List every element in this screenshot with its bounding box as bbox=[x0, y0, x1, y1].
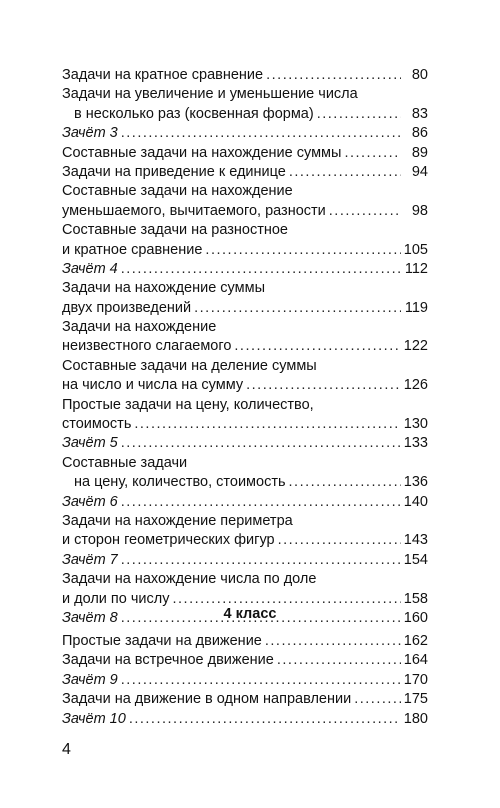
dot-leader bbox=[317, 105, 401, 124]
toc-entry-title: Задачи на нахождение bbox=[62, 319, 217, 336]
toc-entry bbox=[62, 357, 428, 396]
toc-entry-line-with-page bbox=[62, 651, 428, 670]
dot-leader bbox=[344, 144, 401, 163]
dot-leader bbox=[278, 531, 401, 550]
toc-entry-title: Зачёт 6 bbox=[62, 493, 118, 510]
toc-entry bbox=[62, 260, 428, 279]
toc-entry bbox=[62, 570, 428, 609]
toc-entry-line bbox=[62, 279, 428, 298]
toc-entry bbox=[62, 632, 428, 651]
toc-entry-title: Задачи на движение в одном направлении bbox=[62, 691, 352, 708]
toc-page-number: 80 bbox=[411, 67, 428, 83]
toc-entry bbox=[62, 85, 428, 124]
toc-page-number: 130 bbox=[403, 416, 428, 433]
toc-entry-line-with-page bbox=[62, 632, 428, 651]
toc-entry-title: Зачёт 10 bbox=[62, 710, 126, 727]
toc-page-number: 105 bbox=[403, 241, 428, 258]
toc-page-number: 98 bbox=[411, 202, 428, 219]
toc-page-number: 180 bbox=[403, 710, 428, 727]
toc-entry bbox=[62, 493, 428, 512]
toc-entry-title: Задачи на нахождение числа по доле bbox=[62, 571, 317, 588]
toc-entry bbox=[62, 710, 428, 729]
toc-page-number: 140 bbox=[403, 493, 428, 510]
dot-leader bbox=[121, 493, 401, 512]
toc-entry-line-with-page bbox=[62, 690, 428, 709]
toc-page-number: 89 bbox=[411, 144, 428, 161]
toc-entry-title: Составные задачи на деление суммы bbox=[62, 357, 317, 374]
toc-entry-title: в несколько раз (косвенная форма) bbox=[74, 105, 314, 122]
toc-entry bbox=[62, 279, 428, 318]
toc-page-number: 170 bbox=[403, 671, 428, 688]
toc-entry bbox=[62, 512, 428, 551]
toc-entry bbox=[62, 551, 428, 570]
toc-entry-line-with-page bbox=[62, 415, 428, 434]
dot-leader bbox=[121, 671, 401, 690]
toc-entry-title: и доли по числу bbox=[62, 590, 170, 607]
toc-entry-line-with-page bbox=[62, 260, 428, 279]
toc-entry-line bbox=[62, 357, 428, 376]
dot-leader bbox=[134, 415, 400, 434]
toc-entry-title: на число и числа на сумму bbox=[62, 377, 244, 394]
toc-entry-line-with-page bbox=[62, 144, 428, 163]
toc-entry-line bbox=[62, 318, 428, 337]
toc-entry-line-with-page bbox=[62, 66, 428, 85]
toc-entry-title: Зачёт 5 bbox=[62, 435, 118, 452]
toc-entry bbox=[62, 163, 428, 182]
section-title: 4 класс bbox=[223, 606, 277, 622]
toc-entry-title: и сторон геометрических фигур bbox=[62, 532, 275, 549]
toc-entry-title: Зачёт 4 bbox=[62, 260, 118, 277]
toc-entry-line-with-page bbox=[62, 163, 428, 182]
toc-entry-line-with-page bbox=[62, 493, 428, 512]
dot-leader bbox=[289, 163, 401, 182]
toc-entry bbox=[62, 66, 428, 85]
toc-entry-title: Задачи на увеличение и уменьшение числа bbox=[62, 86, 358, 103]
dot-leader bbox=[121, 551, 401, 570]
toc-entry-title: Зачёт 7 bbox=[62, 551, 118, 568]
toc-entry-title: Простые задачи на движение bbox=[62, 633, 262, 649]
toc-section-4-class bbox=[62, 632, 428, 729]
toc-page-number: 143 bbox=[403, 532, 428, 549]
toc-entry bbox=[62, 182, 428, 221]
dot-leader bbox=[354, 690, 401, 709]
toc-entry bbox=[62, 318, 428, 357]
toc-entry-title: Составные задачи на нахождение суммы bbox=[62, 144, 342, 161]
toc-entry bbox=[62, 221, 428, 260]
dot-leader bbox=[194, 299, 401, 318]
toc-entry-title: Задачи на приведение к единице bbox=[62, 163, 286, 180]
toc-page-number: 126 bbox=[403, 377, 428, 394]
toc-section-3-class bbox=[62, 66, 428, 628]
toc-entry-line-with-page bbox=[62, 202, 428, 221]
dot-leader bbox=[246, 376, 401, 395]
dot-leader bbox=[129, 710, 401, 729]
toc-entry-line-with-page bbox=[62, 473, 428, 492]
toc-entry-line-with-page bbox=[62, 337, 428, 356]
toc-entry-line-with-page bbox=[62, 710, 428, 729]
toc-entry-title: уменьшаемого, вычитаемого, разности bbox=[62, 202, 326, 219]
dot-leader bbox=[266, 66, 401, 85]
toc-entry-title: Составные задачи bbox=[62, 454, 188, 471]
toc-entry bbox=[62, 434, 428, 453]
toc-entry-title: Зачёт 3 bbox=[62, 125, 118, 142]
toc-entry bbox=[62, 144, 428, 163]
toc-entry-line-with-page bbox=[62, 124, 428, 143]
toc-entry-title: Задачи на нахождение суммы bbox=[62, 280, 265, 297]
toc-page-number: 158 bbox=[403, 590, 428, 607]
dot-leader bbox=[289, 473, 401, 492]
toc-entry-line-with-page bbox=[62, 299, 428, 318]
toc-entry-line-with-page bbox=[62, 434, 428, 453]
toc-page-number: 136 bbox=[403, 474, 428, 491]
toc-entry-line bbox=[62, 396, 428, 415]
toc-page-number: 122 bbox=[403, 338, 428, 355]
toc-page-number: 175 bbox=[403, 691, 428, 708]
toc-entry-title: стоимость bbox=[62, 416, 132, 433]
toc-entry bbox=[62, 454, 428, 493]
dot-leader bbox=[265, 632, 401, 651]
toc-entry-title: на цену, количество, стоимость bbox=[74, 474, 286, 491]
toc-page-number: 83 bbox=[411, 105, 428, 122]
toc-entry-title: Простые задачи на цену, количество, bbox=[62, 396, 314, 413]
toc-entry-line bbox=[62, 570, 428, 589]
toc-entry-line bbox=[62, 221, 428, 240]
dot-leader bbox=[277, 651, 401, 670]
toc-entry-line bbox=[62, 85, 428, 104]
toc-entry-line-with-page bbox=[62, 105, 428, 124]
toc-entry-title: Зачёт 8 bbox=[62, 609, 118, 626]
toc-entry bbox=[62, 690, 428, 709]
toc-entry bbox=[62, 651, 428, 670]
toc-entry-line bbox=[62, 454, 428, 473]
toc-entry-title: двух произведений bbox=[62, 299, 192, 316]
toc-page-number: 162 bbox=[403, 633, 428, 649]
toc-entry-line-with-page bbox=[62, 376, 428, 395]
toc-entry-title: Задачи на нахождение периметра bbox=[62, 512, 293, 529]
toc-entry-title: Задачи на кратное сравнение bbox=[62, 67, 264, 83]
toc-entry-line-with-page bbox=[62, 551, 428, 570]
toc-page-number: 133 bbox=[403, 435, 428, 452]
toc-page-number: 164 bbox=[403, 652, 428, 669]
dot-leader bbox=[121, 434, 401, 453]
page-number: 4 bbox=[62, 741, 71, 758]
toc-page-number: 160 bbox=[403, 609, 428, 626]
toc-entry-line-with-page bbox=[62, 671, 428, 690]
toc-entry-line bbox=[62, 182, 428, 201]
toc-entry-line bbox=[62, 512, 428, 531]
toc-entry bbox=[62, 671, 428, 690]
toc-entry-title: Составные задачи на нахождение bbox=[62, 183, 293, 200]
toc-entry-line-with-page bbox=[62, 531, 428, 550]
dot-leader bbox=[121, 260, 401, 279]
toc-entry-title: Задачи на встречное движение bbox=[62, 652, 274, 669]
dot-leader bbox=[205, 241, 400, 260]
toc-page-number: 112 bbox=[404, 260, 428, 277]
toc-entry-line-with-page bbox=[62, 241, 428, 260]
toc-entry-title: неизвестного слагаемого bbox=[62, 338, 232, 355]
toc-entry bbox=[62, 124, 428, 143]
toc-entry-title: Зачёт 9 bbox=[62, 671, 118, 688]
dot-leader bbox=[121, 124, 401, 143]
dot-leader bbox=[234, 337, 400, 356]
dot-leader bbox=[329, 202, 401, 221]
toc-entry-title: и кратное сравнение bbox=[62, 241, 203, 258]
toc-entry bbox=[62, 396, 428, 435]
toc-page-number: 154 bbox=[403, 551, 428, 568]
toc-entry-title: Составные задачи на разностное bbox=[62, 222, 288, 239]
toc-page-number: 86 bbox=[411, 125, 428, 142]
toc-page-number: 119 bbox=[404, 299, 428, 316]
toc-page-number: 94 bbox=[411, 163, 428, 180]
